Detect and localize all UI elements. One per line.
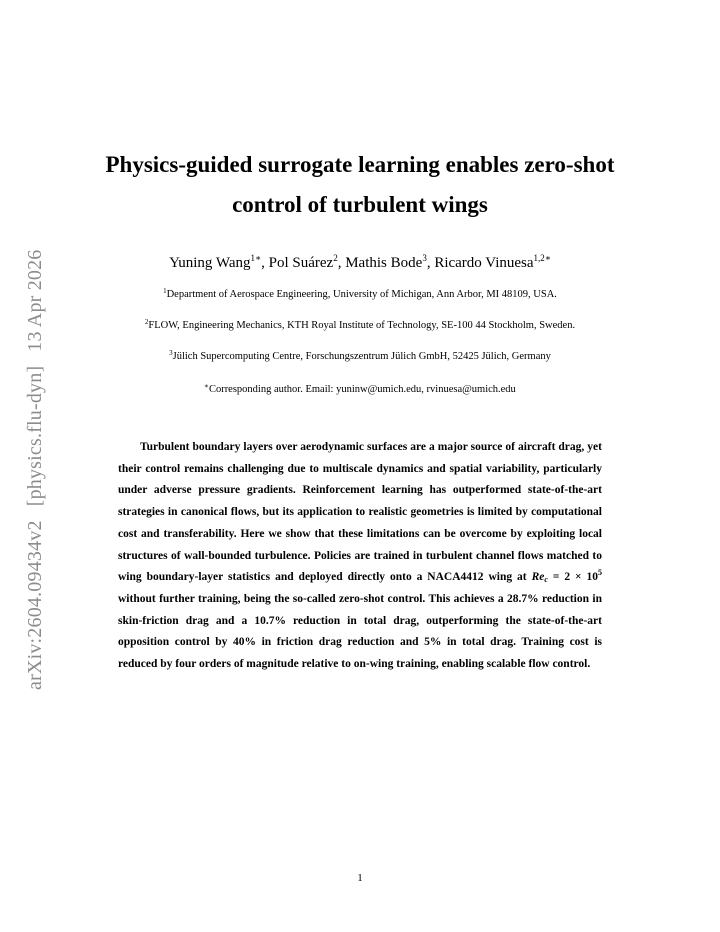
abstract-text-part-2: without further training, being the so-called zero-shot control. This achieves a 28.7% reduction in skin-friction drag and a 10.7% reduction in total drag, outperforming the state-of-the-art opposition control by 40% in friction drag reduction and 5% in total drag. Training cost is reduced by four orders of magnitude relative to on-wing training, enabling scalable flow control.: [118, 592, 602, 671]
reynolds-symbol: Re: [531, 571, 545, 584]
author-affiliation-mark: 1,2∗: [533, 253, 551, 263]
title-line-1: Physics-guided surrogate learning enables zero-shot: [105, 152, 615, 177]
affiliation-mark: 1: [163, 287, 167, 295]
abstract-text-part-1: Turbulent boundary layers over aerodynamic surfaces are a major source of aircraft drag, yet their control remains challenging due to multiscale dynamics and spatial variability, particularly under adverse pressure gradients. Reinforcement learning has outperformed state-of-the-art strategies in canonical flows, but its application to realistic geometries is limited by computational cost and transferability. Here we show that these limitations can be overcome by exploiting local structures of wall-bounded turbulence. Policies are trained in turbulent channel flows matched to wing boundary-layer statistics and deployed directly onto a NACA4412 wing at: [118, 441, 602, 584]
affiliation-text: Jülich Supercomputing Centre, Forschungszentrum Jülich GmbH, 52425 Jülich, Germany: [172, 351, 551, 362]
reynolds-subscript: c: [544, 575, 548, 585]
title-line-2: control of turbulent wings: [232, 192, 488, 217]
author-name: Ricardo Vinuesa: [434, 255, 534, 271]
affiliation: [60, 287, 660, 303]
reynolds-value: = 2 × 10: [547, 571, 598, 584]
affiliation-mark: 2: [144, 318, 149, 326]
affiliation: [60, 349, 660, 365]
author-name: Yuning Wang: [169, 255, 251, 271]
paper-title: [60, 145, 660, 225]
affiliation: [60, 318, 660, 334]
corresponding-text: Corresponding author. Email: yuninw@umich.edu, rvinuesa@umich.edu: [208, 384, 516, 395]
arxiv-id: arXiv:2604.09434v2: [24, 520, 46, 690]
reynolds-exponent: 5: [598, 568, 602, 578]
affiliation-text: FLOW, Engineering Mechanics, KTH Royal Institute of Technology, SE-100 44 Stockholm, Sweden.: [148, 320, 576, 331]
author-name: Mathis Bode: [345, 255, 423, 271]
arxiv-identifier-stamp: [22, 210, 48, 690]
affiliation-mark: 3: [169, 349, 173, 357]
arxiv-category: [physics.flu-dyn]: [24, 365, 46, 507]
page-number: 1: [357, 872, 363, 884]
author-affiliation-mark: 3: [422, 253, 427, 263]
abstract: [118, 437, 602, 676]
author-affiliation-mark: 2: [333, 253, 338, 263]
corresponding-mark: ∗: [204, 382, 209, 390]
author-list: [60, 253, 660, 273]
author-separator: ,: [426, 255, 435, 271]
author-affiliation-mark: 1∗: [250, 253, 262, 263]
corresponding-author: [60, 382, 660, 398]
affiliation-text: Department of Aerospace Engineering, University of Michigan, Ann Arbor, MI 48109, USA.: [166, 289, 557, 300]
author-separator: ,: [337, 255, 346, 271]
author-separator: ,: [261, 255, 269, 271]
arxiv-date: 13 Apr 2026: [24, 249, 46, 352]
author-name: Pol Suárez: [268, 255, 334, 271]
